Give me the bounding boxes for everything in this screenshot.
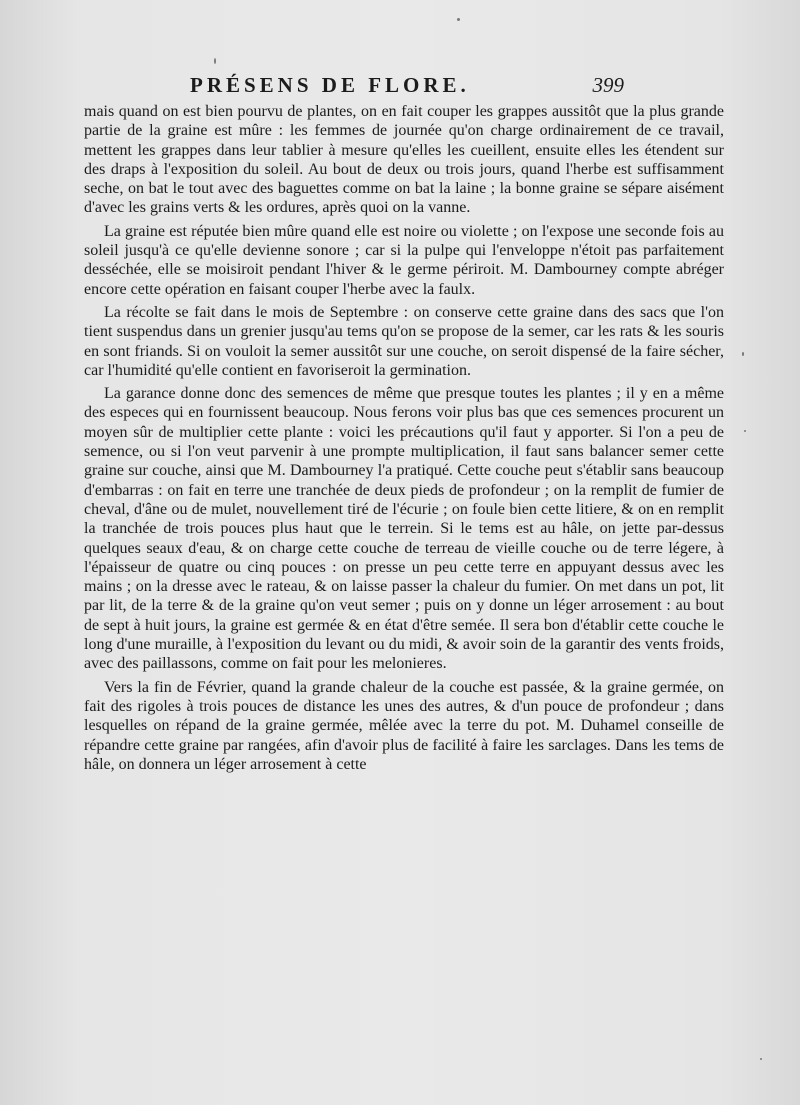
paragraph-2: La graine est réputée bien mûre quand elle est noire ou violette ; on l'expose une seconde fois au soleil jusqu'à ce qu'elle devienne sonore ; car si la pulpe qui l'enveloppe n'étoit pas parfaitement desséchée, elle se moisiroit pendant l'hiver & le germe périroit. M. Dambourney compte abréger encore cette opération en faisant couper l'herbe avec la faulx. xyxy=(84,222,724,298)
paper-speck xyxy=(744,430,746,432)
body-text xyxy=(84,102,724,774)
paper-speck xyxy=(214,58,216,64)
running-title: PRÉSENS DE FLORE. xyxy=(190,73,470,97)
paper-speck xyxy=(760,1058,762,1060)
paper-speck xyxy=(457,18,460,21)
paper-speck xyxy=(742,352,744,356)
paragraph-4: La garance donne donc des semences de même que presque toutes les plantes ; il y en a même des especes qui en fournissent beaucoup. Nous ferons voir plus bas que ces semences procurent un moyen sûr de multiplier cette plante : voici les précautions qu'il faut y apporter. Si l'on a peu de semence, ou si l'on veut parvenir à une prompte multiplication, il faut sans balancer semer cette graine sur couche, ainsi que M. Dambourney l'a pratiqué. Cette couche peut s'établir sans beaucoup d'embarras : on fait en terre une tranchée de deux pieds de profondeur ; on la remplit de fumier de cheval, d'âne ou de mulet, nouvellement tiré de l'écurie ; on foule bien cette litiere, & on en remplit la tranchée de trois pouces plus haut que le terrein. Si le tems est au hâle, on jette par-dessus quelques seaux d'eau, & on charge cette couche de terreau de vieille couche ou de terre légere, à l'épaisseur de quatre ou cinq pouces : on presse un peu cette terre en appuyant dessus avec les mains ; on la dresse avec le rateau, & on laisse passer la chaleur du fumier. On met dans un pot, lit par lit, de la terre & de la graine qu'on veut semer ; puis on y donne un léger arrosement : au bout de sept à huit jours, la graine est germée & en état d'être semée. Il sera bon d'établir cette couche le long d'une muraille, à l'exposition du levant ou du midi, & avoir soin de la garantir des vents froids, avec des paillassons, comme on fait pour les melonieres. xyxy=(84,385,724,673)
paragraph-1: mais quand on est bien pourvu de plantes, on en fait couper les grappes aussitôt que la plus grande partie de la graine est mûre : les femmes de journée qu'on charge ordinairement de ce travail, mettent les grappes dans leur tablier à mesure qu'elles les cueillent, ensuite elles les étendent sur des draps à l'exposition du soleil. Au bout de deux ou trois jours, quand l'herbe est suffisamment seche, on bat le tout avec des baguettes comme on bat la laine ; la bonne graine se sépare aisément d'avec les grains verts & les ordures, après quoi on la vanne. xyxy=(84,103,724,217)
page-header xyxy=(190,70,624,100)
paragraph-5: Vers la fin de Février, quand la grande chaleur de la couche est passée, & la graine germée, on fait des rigoles à trois pouces de distance les unes des autres, & d'un pouce de profondeur ; dans lesquelles on répand de la graine germée, mêlée avec la terre du pot. M. Duhamel conseille de répandre cette graine par rangées, afin d'avoir plus de facilité à faire les sarclages. Dans les tems de hâle, on donnera un léger arrosement à cette xyxy=(84,678,724,773)
paragraph-3: La récolte se fait dans le mois de Septembre : on conserve cette graine dans des sacs que l'on tient suspendus dans un grenier jusqu'au tems qu'on se propose de la semer, car les rats & les souris en sont friands. Si on vouloit la semer aussitôt sur une couche, on seroit dispensé de la faire sécher, car l'humidité qu'elle contient en favoriseroit la germination. xyxy=(84,303,724,379)
page-number: 399 xyxy=(592,73,624,97)
